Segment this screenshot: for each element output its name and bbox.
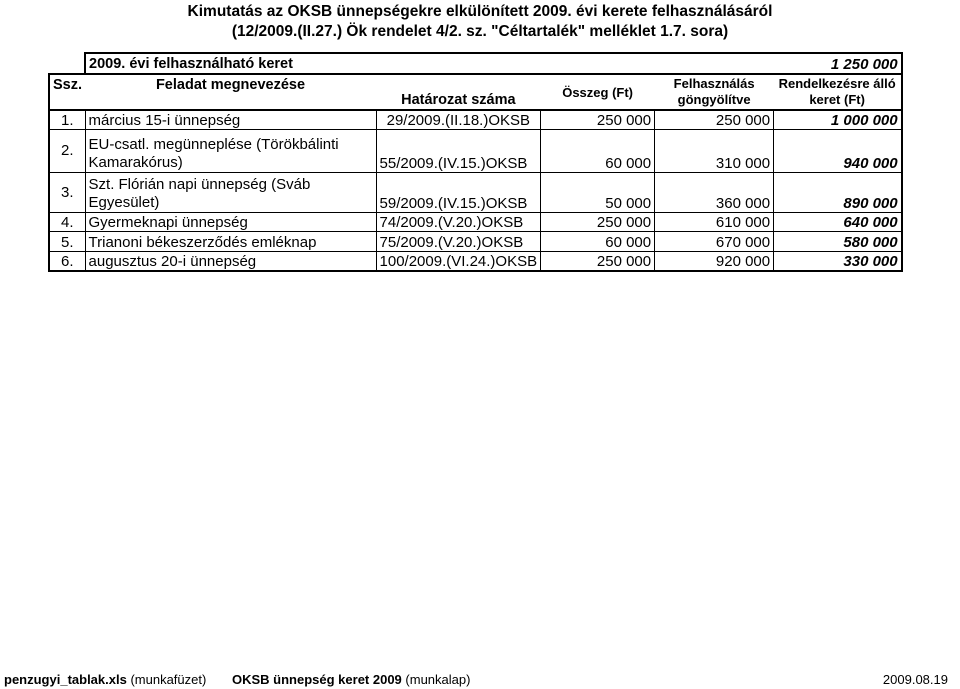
- row-felhasznalas: 670 000: [655, 231, 774, 251]
- row-rendelkezesre: 580 000: [774, 231, 902, 251]
- footer-file-note: (munkafüzet): [130, 672, 207, 687]
- row-felhasznalas: 610 000: [655, 212, 774, 231]
- row-hatarozat: 29/2009.(II.18.)OKSB: [376, 110, 541, 129]
- col-header-rendelkezesre-line1: Rendelkezésre álló: [778, 76, 896, 91]
- row-name-line1: EU-csatl. megünneplése (Törökbálinti: [88, 135, 339, 153]
- row-rendelkezesre: 640 000: [774, 212, 902, 231]
- row-ssz: 6.: [49, 251, 85, 271]
- report-title-line1: Kimutatás az OKSB ünnepségekre elkülönített 2009. évi kerete felhasználásáról: [187, 3, 773, 20]
- row-name: augusztus 20-i ünnepség: [85, 251, 376, 271]
- table-row: [49, 251, 902, 271]
- footer-sheet-name: OKSB ünnepség keret 2009: [232, 672, 402, 687]
- budget-label: 2009. évi felhasználható keret: [85, 53, 376, 74]
- row-hatarozat: 75/2009.(V.20.)OKSB: [376, 231, 541, 251]
- row-hatarozat: 74/2009.(V.20.)OKSB: [376, 212, 541, 231]
- row-osszeg: 250 000: [541, 212, 655, 231]
- row-hatarozat: 55/2009.(IV.15.)OKSB: [376, 129, 541, 172]
- row-name: március 15-i ünnepség: [85, 110, 376, 129]
- row-hatarozat: 100/2009.(VI.24.)OKSB: [376, 251, 541, 271]
- row-ssz: 3.: [49, 172, 85, 212]
- row-name: [85, 129, 376, 172]
- row-osszeg: 60 000: [541, 231, 655, 251]
- col-header-rendelkezesre-line2: keret (Ft): [809, 92, 865, 107]
- row-name-line1: Szt. Flórián napi ünnepség (Sváb: [88, 175, 311, 193]
- row-name-line2: Kamarakórus): [88, 153, 183, 171]
- row-ssz: 5.: [49, 231, 85, 251]
- row-rendelkezesre: 940 000: [774, 129, 902, 172]
- table-row: [49, 172, 902, 212]
- row-felhasznalas: 310 000: [655, 129, 774, 172]
- table-row: [49, 231, 902, 251]
- col-header-felhasznalas: [655, 74, 774, 110]
- row-ssz: 4.: [49, 212, 85, 231]
- col-header-hatarozat: Határozat száma: [376, 74, 541, 110]
- row-rendelkezesre: 890 000: [774, 172, 902, 212]
- footer-sheet: [232, 672, 470, 687]
- col-header-ssz: Ssz.: [49, 74, 85, 110]
- col-header-name: Feladat megnevezése: [85, 74, 376, 110]
- row-rendelkezesre: 330 000: [774, 251, 902, 271]
- row-ssz: 1.: [49, 110, 85, 129]
- table-row: [49, 212, 902, 231]
- budget-row: [49, 53, 902, 74]
- report-title-line2: (12/2009.(II.27.) Ök rendelet 4/2. sz. "Céltartalék" melléklet 1.7. sora): [231, 23, 729, 40]
- footer-date: 2009.08.19: [882, 672, 948, 687]
- col-header-rendelkezesre: [774, 74, 902, 110]
- row-name: [85, 172, 376, 212]
- table-row: [49, 129, 902, 172]
- row-felhasznalas: 250 000: [655, 110, 774, 129]
- row-hatarozat: 59/2009.(IV.15.)OKSB: [376, 172, 541, 212]
- header-row: [49, 74, 902, 110]
- budget-table: [48, 52, 903, 272]
- row-name: Trianoni békeszerződés emléknap: [85, 231, 376, 251]
- row-name-line2: Egyesület): [88, 193, 160, 211]
- row-felhasznalas: 920 000: [655, 251, 774, 271]
- row-osszeg: 250 000: [541, 251, 655, 271]
- row-osszeg: 50 000: [541, 172, 655, 212]
- col-header-osszeg: Összeg (Ft): [541, 74, 655, 110]
- row-ssz: 2.: [49, 129, 85, 172]
- row-name: Gyermeknapi ünnepség: [85, 212, 376, 231]
- budget-value: 1 250 000: [774, 53, 902, 74]
- row-osszeg: 250 000: [541, 110, 655, 129]
- row-rendelkezesre: 1 000 000: [774, 110, 902, 129]
- footer-file-name: penzugyi_tablak.xls: [4, 672, 127, 687]
- footer-sheet-note: (munkalap): [405, 672, 471, 687]
- table-row: [49, 110, 902, 129]
- row-osszeg: 60 000: [541, 129, 655, 172]
- footer-file: [4, 672, 206, 687]
- col-header-felhasznalas-line2: göngyölítve: [677, 92, 751, 107]
- col-header-felhasznalas-line1: Felhasználás: [673, 76, 755, 91]
- row-felhasznalas: 360 000: [655, 172, 774, 212]
